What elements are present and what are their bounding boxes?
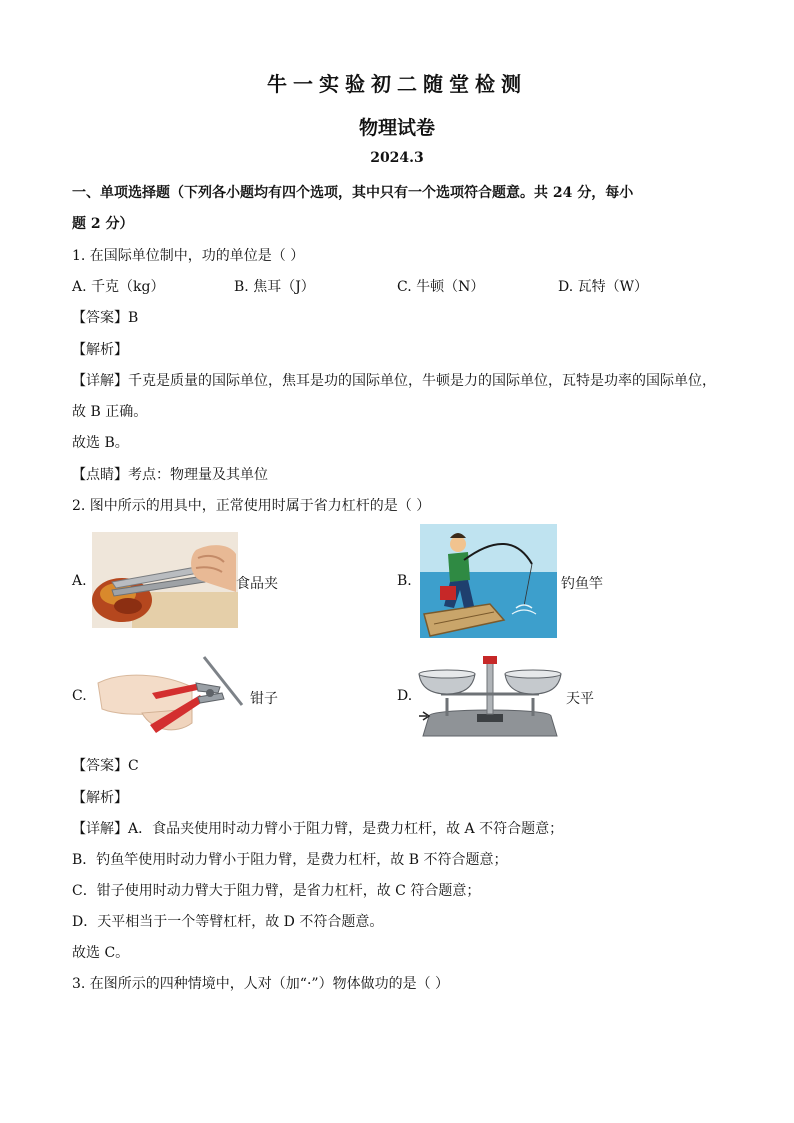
q2-option-d-caption: 天平 — [566, 691, 594, 707]
q1-detail-line2: 故 B 正确。 — [72, 404, 148, 420]
q2-option-b-caption: 钓鱼竿 — [561, 576, 603, 592]
q2-option-b-letter: B. — [397, 573, 412, 589]
q2-stem: 2. 图中所示的用具中，正常使用时属于省力杠杆的是（ ） — [72, 498, 431, 514]
section-heading-line1: 一、单项选择题（下列各小题均有四个选项，其中只有一个选项符合题意。共 24 分，每小 — [72, 185, 634, 201]
pliers-picture — [92, 653, 244, 737]
q2-option-a-letter: A. — [72, 573, 87, 589]
q2-option-c-letter: C. — [72, 688, 87, 704]
q1-option-b: B. 焦耳（J） — [234, 279, 315, 295]
q2-option-c-caption: 钳子 — [250, 691, 278, 707]
q1-option-c: C. 牛顿（N） — [397, 279, 485, 295]
q2-detail-c: C．钳子使用时动力臂大于阻力臂，是省力杠杆，故 C 符合题意； — [72, 883, 481, 899]
q2-detail-a: 【详解】A．食品夹使用时动力臂小于阻力臂，是费力杠杆，故 A 不符合题意； — [72, 821, 564, 837]
q1-option-d: D. 瓦特（W） — [558, 279, 649, 295]
exam-school-title: 牛一实验初二随堂检测 — [267, 72, 527, 96]
q2-answer: 【答案】C — [72, 758, 139, 774]
q2-choose: 故选 C。 — [72, 945, 130, 961]
q2-option-a-caption: 食品夹 — [236, 576, 278, 592]
tongs-picture — [92, 532, 238, 628]
q2-analysis-label: 【解析】 — [72, 790, 128, 806]
q2-detail-b: B．钓鱼竿使用时动力臂小于阻力臂，是费力杠杆，故 B 不符合题意； — [72, 852, 508, 868]
q1-point: 【点睛】考点：物理量及其单位 — [72, 467, 268, 483]
section-heading-line2: 题 2 分） — [72, 216, 134, 232]
q1-option-a: A. 千克（kg） — [72, 279, 165, 295]
q1-choose: 故选 B。 — [72, 435, 129, 451]
balance-picture — [417, 654, 563, 740]
q3-stem: 3. 在图所示的四种情境中，人对（加“·”）物体做功的是（ ） — [72, 976, 450, 992]
q2-option-d-letter: D. — [397, 688, 413, 704]
q2-detail-d: D．天平相当于一个等臂杠杆，故 D 不符合题意。 — [72, 914, 384, 930]
q1-stem: 1. 在国际单位制中，功的单位是（ ） — [72, 248, 305, 264]
q1-detail-line1: 【详解】千克是质量的国际单位，焦耳是功的国际单位，牛顿是力的国际单位，瓦特是功率的国际单位， — [72, 373, 716, 389]
fishing-picture — [420, 524, 557, 638]
q1-analysis-label: 【解析】 — [72, 342, 128, 358]
exam-subject-title: 物理试卷 — [358, 117, 435, 139]
exam-date: 2024.3 — [370, 150, 424, 166]
q1-answer: 【答案】B — [72, 310, 139, 326]
